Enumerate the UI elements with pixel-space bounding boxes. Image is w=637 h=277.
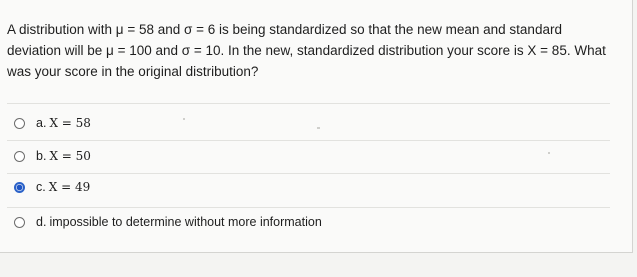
option-a[interactable] [14,111,91,135]
option-d[interactable] [14,210,322,234]
question-line-2: deviation will be μ = 100 and σ = 10. In the new, standardized distribution your score is X = 85. What [7,43,606,58]
option-c[interactable] [14,175,90,199]
radio-button-b[interactable] [14,151,25,162]
question-line-1: A distribution with μ = 58 and σ = 6 is being standardized so that the new mean and standard [7,22,562,37]
option-b[interactable] [14,144,91,168]
stray-mark [317,127,320,129]
radio-button-a[interactable] [14,118,25,129]
radio-button-d[interactable] [14,217,25,228]
radio-button-c-selected[interactable] [14,182,25,193]
divider [7,173,610,174]
divider [7,103,610,104]
stray-mark [548,152,550,154]
question-line-3: was your score in the original distribution? [7,64,259,79]
stray-mark [183,118,185,120]
option-a-label: a. X = 58 [36,116,91,130]
option-b-label: b. X = 50 [36,149,91,163]
option-c-label: c. X = 49 [36,180,91,194]
divider [7,207,610,208]
question-text [7,19,627,82]
option-d-label: d. impossible to determine without more information [36,215,322,229]
divider [7,140,610,141]
